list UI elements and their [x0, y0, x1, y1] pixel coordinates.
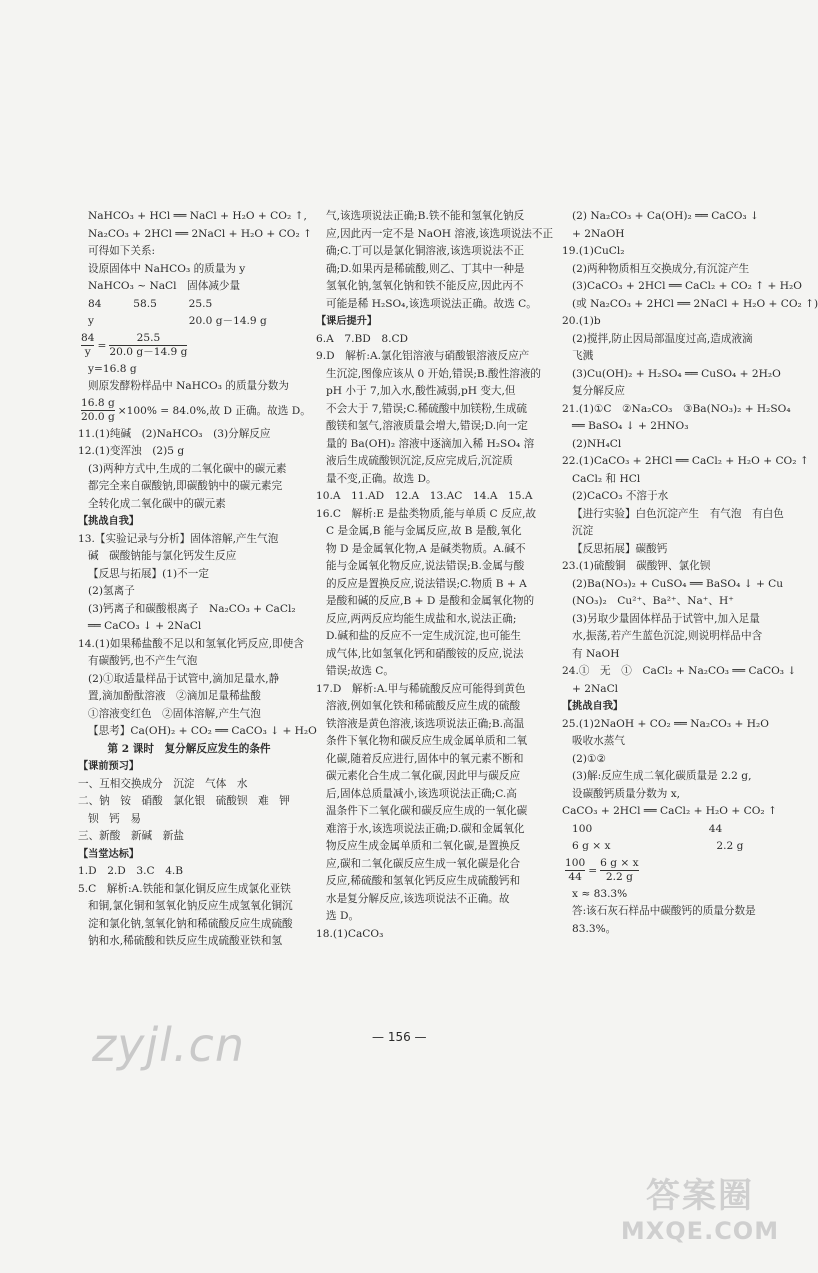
section-heading: 【课前预习】	[78, 761, 140, 772]
text-line: 成气体,比如氢氧化钙和硝酸铵的反应,说法	[326, 647, 524, 660]
text-line: 量不变,正确。故选 D。	[326, 472, 437, 485]
text-line: 液后生成硫酸钡沉淀,反应完成后,沉淀质	[326, 455, 513, 467]
denominator: 20.0 g－14.9 g	[109, 346, 188, 358]
page-number: — 156 —	[372, 1030, 427, 1044]
text-line: ══ CaCO₃ ↓ + 2NaCl	[88, 620, 202, 632]
text-line: 水,振荡,若产生蓝色沉淀,则说明样品中含	[572, 630, 763, 642]
text-line: 19.(1)CuCl₂	[562, 245, 625, 257]
section-heading: 【当堂达标】	[78, 848, 140, 860]
denominator: 2.2 g	[605, 871, 633, 883]
text-line: 100 44	[572, 822, 723, 835]
text-line	[78, 313, 300, 331]
numerator: 25.5	[109, 332, 187, 346]
text-line: 的反应是置换反应,说法错误;C.物质 B + A	[326, 577, 527, 590]
text-line: 25.(1)2NaOH + CO₂ ══ Na₂CO₃ + H₂O	[562, 717, 769, 730]
text-line: 淀和氯化钠,氢氧化钠和稀硫酸反应生成硫酸	[88, 917, 293, 930]
text-line: 飞溅	[572, 350, 594, 362]
text-line: 22.(1)CaCO₃ + 2HCl ══ CaCl₂ + H₂O + CO₂ ↑	[562, 455, 809, 467]
text-line: 有碳酸钙,也不产生气泡	[88, 655, 198, 667]
section-heading: 【挑战自我】	[78, 516, 140, 527]
text-line: 1.D 2.D 3.C 4.B	[78, 865, 184, 877]
text-line: (2)CaCO₃ 不溶于水	[572, 490, 669, 502]
numerator: 84	[81, 332, 95, 344]
text-line: 铁溶液是黄色溶液,该选项说法正确;B.高温	[326, 717, 525, 730]
text-line: 物 D 是金属氧化物,A 是碱类物质。A.碱不	[326, 542, 526, 555]
text-line: (3)解:反应生成二氧化碳质量是 2.2 g,	[572, 770, 752, 782]
text-line: 【思考】Ca(OH)₂ + CO₂ ══ CaCO₃ ↓ + H₂O	[88, 725, 317, 737]
text-line: 气,该选项说法正确;B.铁不能和氢氧化钠反	[326, 210, 525, 222]
text-line: 10.A 11.AD 12.A 13.AC 14.A 15.A	[316, 490, 533, 502]
text-line: 设原固体中 NaHCO₃ 的质量为 y	[88, 262, 246, 275]
text-line: 水是复分解反应,该选项说法不正确。故	[326, 892, 510, 905]
text-line: (2)NH₄Cl	[572, 437, 622, 450]
text-line: (2)①②	[572, 752, 607, 765]
text-line: 三、新酸 新碱 新盐	[78, 830, 184, 842]
text-line: (3)两种方式中,生成的二氧化碳中的碳元素	[88, 462, 287, 475]
fraction-line	[562, 856, 782, 886]
text-line: 后,固体总质量减小,该选项说法正确;C.高	[326, 787, 517, 800]
text-line: + 2NaOH	[572, 227, 625, 240]
text-line: (NO₃)₂ Cu²⁺、Ba²⁺、Na⁺、H⁺	[572, 595, 734, 607]
text-line: 氢氧化钠,氢氧化钠和铁不能反应,因此丙不	[326, 280, 524, 292]
text-line: 反应,稀硫酸和氢氧化钙反应生成硫酸钙和	[326, 875, 521, 887]
fraction-line	[78, 396, 311, 426]
text-line: 是酸和碱的反应,B + D 是酸和金属氧化物的	[326, 595, 535, 607]
text-line: NaHCO₃ + HCl ══ NaCl + H₂O + CO₂ ↑,	[88, 210, 307, 222]
text-line: 一、互相交换成分 沉淀 气体 水	[78, 777, 248, 790]
text-line: 可能是稀 H₂SO₄,该选项说法正确。故选 C。	[326, 297, 537, 310]
text-line: CaCO₃ + 2HCl ══ CaCl₂ + H₂O + CO₂ ↑	[562, 805, 777, 817]
text-line: 6 g × x 2.2 g	[572, 840, 744, 852]
text-line: 应,因此丙一定不是 NaOH 溶液,该选项说法不正	[326, 227, 554, 240]
text-line: 钡 钙 易	[88, 812, 141, 825]
text-line: 12.(1)变浑浊 (2)5 g	[78, 445, 185, 457]
text-line: 反应,两两反应均能生成盐和水,说法正确;	[326, 612, 517, 625]
text-line: 酸镁和氢气,溶液质量会增大,错误;D.向一定	[326, 420, 528, 432]
text-line: 钠和水,稀硫酸和铁反应生成硫酸亚铁和氢	[88, 935, 283, 947]
text-line: 条件下氧化物和碳反应生成金属单质和二氧	[326, 735, 528, 747]
text-line: 可得如下关系:	[88, 245, 156, 257]
fraction	[81, 397, 115, 424]
text-line: + 2NaCl	[572, 682, 619, 695]
denominator: 44	[568, 871, 582, 883]
section-heading: 【挑战自我】	[562, 701, 624, 712]
text-line: (3)Cu(OH)₂ + H₂SO₄ ══ CuSO₄ + 2H₂O	[572, 367, 781, 380]
text-line: 21.(1)①C ②Na₂CO₃ ③Ba(NO₃)₂ + H₂SO₄	[562, 402, 791, 415]
equals-sign: =	[97, 339, 107, 352]
text-line: 84 58.5 25.5	[88, 297, 213, 310]
text-line: NaHCO₃ ~ NaCl 固体减少量	[88, 280, 241, 292]
text-line: 11.(1)纯碱 (2)NaHCO₃ (3)分解反应	[78, 427, 271, 440]
variable-y: y	[88, 315, 94, 327]
fraction	[600, 857, 638, 884]
answer-column-middle	[316, 208, 554, 943]
text-line: (2)①取适量样品于试管中,滴加足量水,静	[88, 672, 280, 685]
text-line: 复分解反应	[572, 385, 625, 397]
text-line: 和铜,氯化铜和氢氧化钠反应生成氢氧化铜沉	[88, 900, 293, 912]
text-line: 化碳,随着反应进行,固体中的氧元素不断和	[326, 752, 524, 765]
answer-column-left	[78, 208, 317, 951]
fraction-line	[78, 331, 300, 361]
text-line: (3)另取少量固体样品于试管中,加入足量	[572, 612, 760, 625]
text-line: ×100% = 84.0%,故 D 正确。故选 D。	[117, 404, 311, 417]
text-line: 17.D 解析:A.甲与稀硫酸反应可能得到黄色	[316, 682, 526, 695]
text-line: 吸收水蒸气	[572, 735, 625, 747]
text-line: 确;C.丁可以是氯化铜溶液,该选项说法不正	[326, 245, 525, 257]
text-line: 【进行实验】白色沉淀产生 有气泡 有白色	[572, 507, 784, 520]
text-line: (2)Ba(NO₃)₂ + CuSO₄ ══ BaSO₄ ↓ + Cu	[572, 577, 784, 590]
watermark-logo-right	[612, 1168, 788, 1245]
text-line: 16.C 解析:E 是盐类物质,能与单质 C 反应,故	[316, 507, 537, 520]
text-line: D.碱和盐的反应不一定生成沉淀,也可能生	[326, 630, 521, 642]
text-line: 量的 Ba(OH)₂ 溶液中逐滴加入稀 H₂SO₄ 溶	[326, 437, 535, 450]
text-line: 二、钠 铵 硝酸 氯化银 硫酸钡 难 钾	[78, 795, 290, 807]
section-heading: 【课后提升】	[316, 316, 378, 327]
text-line: ══ BaSO₄ ↓ + 2HNO₃	[572, 420, 689, 432]
text-line: (2)搅拌,防止因局部温度过高,造成液滴	[572, 332, 753, 345]
fraction	[81, 332, 94, 359]
denominator: y	[84, 346, 91, 358]
text-line: 应,碳和二氧化碳反应生成一氧化碳是化合	[326, 857, 521, 870]
text-line: 温条件下二氧化碳和碳反应生成的一氧化碳	[326, 805, 528, 817]
text-line: 答:该石灰石样品中碳酸钙的质量分数是	[572, 905, 756, 917]
text-line: C 是金属,B 能与金属反应,故 B 是酸,氧化	[326, 525, 522, 537]
text-line: 6.A 7.BD 8.CD	[316, 332, 409, 345]
watermark-logo-domain: MXQE.COM	[620, 1217, 780, 1245]
text-line: y=16.8 g	[88, 362, 137, 375]
watermark-logo-text: 答案圈	[646, 1176, 754, 1216]
text-line: (3)CaCO₃ + 2HCl ══ CaCl₂ + CO₂ ↑ + H₂O	[572, 280, 802, 292]
text-line: (2) Na₂CO₃ + Ca(OH)₂ ══ CaCO₃ ↓	[572, 210, 759, 222]
text-line: 全转化成二氧化碳中的碳元素	[88, 497, 226, 510]
text-line: 置,滴加酚酞溶液 ②滴加足量稀盐酸	[88, 690, 261, 702]
text-line: ①溶液变红色 ②固体溶解,产生气泡	[88, 707, 261, 720]
denominator: 20.0 g	[81, 411, 115, 423]
fraction	[565, 857, 585, 884]
text-line: 则原发酵粉样品中 NaHCO₃ 的质量分数为	[88, 380, 289, 392]
text-line: (3)钙离子和碳酸根离子 Na₂CO₃ + CaCl₂	[88, 602, 296, 615]
equals-sign: =	[588, 864, 598, 877]
text-line: 83.3%。	[572, 922, 617, 935]
text-line: 选 D。	[326, 910, 360, 922]
text-line: 溶液,例如氧化铁和稀硫酸反应生成的硫酸	[326, 700, 521, 712]
text-line: 物反应生成金属单质和二氧化碳,是置换反	[326, 840, 521, 852]
lesson-title: 第 2 课时 复分解反应发生的条件	[107, 742, 271, 755]
answer-column-right	[562, 208, 818, 938]
text-line: 能与金属氧化物反应,说法错误;B.金属与酸	[326, 560, 525, 572]
numerator: 16.8 g	[81, 397, 115, 409]
text-line: 5.C 解析:A.铁能和氯化铜反应生成氯化亚铁	[78, 882, 291, 895]
text-line: 【反思与拓展】(1)不一定	[88, 567, 209, 580]
text-line: Na₂CO₃ + 2HCl ══ 2NaCl + H₂O + CO₂ ↑	[88, 227, 312, 240]
text-line: 不会大于 7,错误;C.稀硫酸中加镁粉,生成硫	[326, 402, 528, 415]
numerator: 6 g × x	[600, 857, 639, 869]
text-line: (2)两种物质相互交换成分,有沉淀产生	[572, 262, 750, 275]
fraction	[109, 332, 187, 359]
text-line: 24.① 无 ① CaCl₂ + Na₂CO₃ ══ CaCO₃ ↓	[562, 665, 797, 677]
numerator: 100	[565, 857, 586, 869]
text-line: CaCl₂ 和 HCl	[572, 472, 641, 485]
watermark-logo-left: zyjl.cn	[92, 1018, 245, 1072]
text-line: x ≈ 83.3%	[572, 887, 628, 900]
text-line: 沉淀	[572, 525, 594, 537]
text-line: 都完全来自碳酸钠,即碳酸钠中的碳元素完	[88, 480, 283, 492]
text-line: 18.(1)CaCO₃	[316, 927, 384, 940]
text-line: 确;D.如果丙是稀硫酸,则乙、丁其中一种是	[326, 262, 525, 275]
text-line: 碱 碳酸钠能与氯化钙发生反应	[88, 550, 237, 562]
mass-diff: 20.0 g－14.9 g	[188, 315, 267, 327]
text-line: 23.(1)硫酸铜 碳酸钾、氯化钡	[562, 560, 711, 572]
text-line: pH 小于 7,加入水,酸性减弱,pH 变大,但	[326, 385, 516, 397]
text-line: 生沉淀,图像应该从 0 开始,错误;B.酸性溶液的	[326, 367, 542, 380]
text-line: 【反思拓展】碳酸钙	[572, 542, 668, 555]
text-line: 难溶于水,该选项说法正确;D.碳和金属氧化	[326, 822, 525, 835]
text-line: 9.D 解析:A.氯化铝溶液与硝酸银溶液反应产	[316, 350, 530, 362]
text-line: 14.(1)如果稀盐酸不足以和氢氧化钙反应,即使含	[78, 637, 304, 650]
text-line: 设碳酸钙质量分数为 x,	[572, 787, 681, 800]
text-line: (2)氢离子	[88, 585, 135, 597]
text-line: 有 NaOH	[572, 647, 620, 660]
text-line: (或 Na₂CO₃ + 2HCl ══ 2NaCl + H₂O + CO₂ ↑)	[572, 297, 818, 310]
text-line: 20.(1)b	[562, 315, 601, 327]
text-line: 错误;故选 C。	[326, 665, 395, 677]
text-line: 13.【实验记录与分析】固体溶解,产生气泡	[78, 532, 279, 545]
text-line: 碳元素化合生成二氧化碳,因此甲与碳反应	[326, 770, 521, 782]
